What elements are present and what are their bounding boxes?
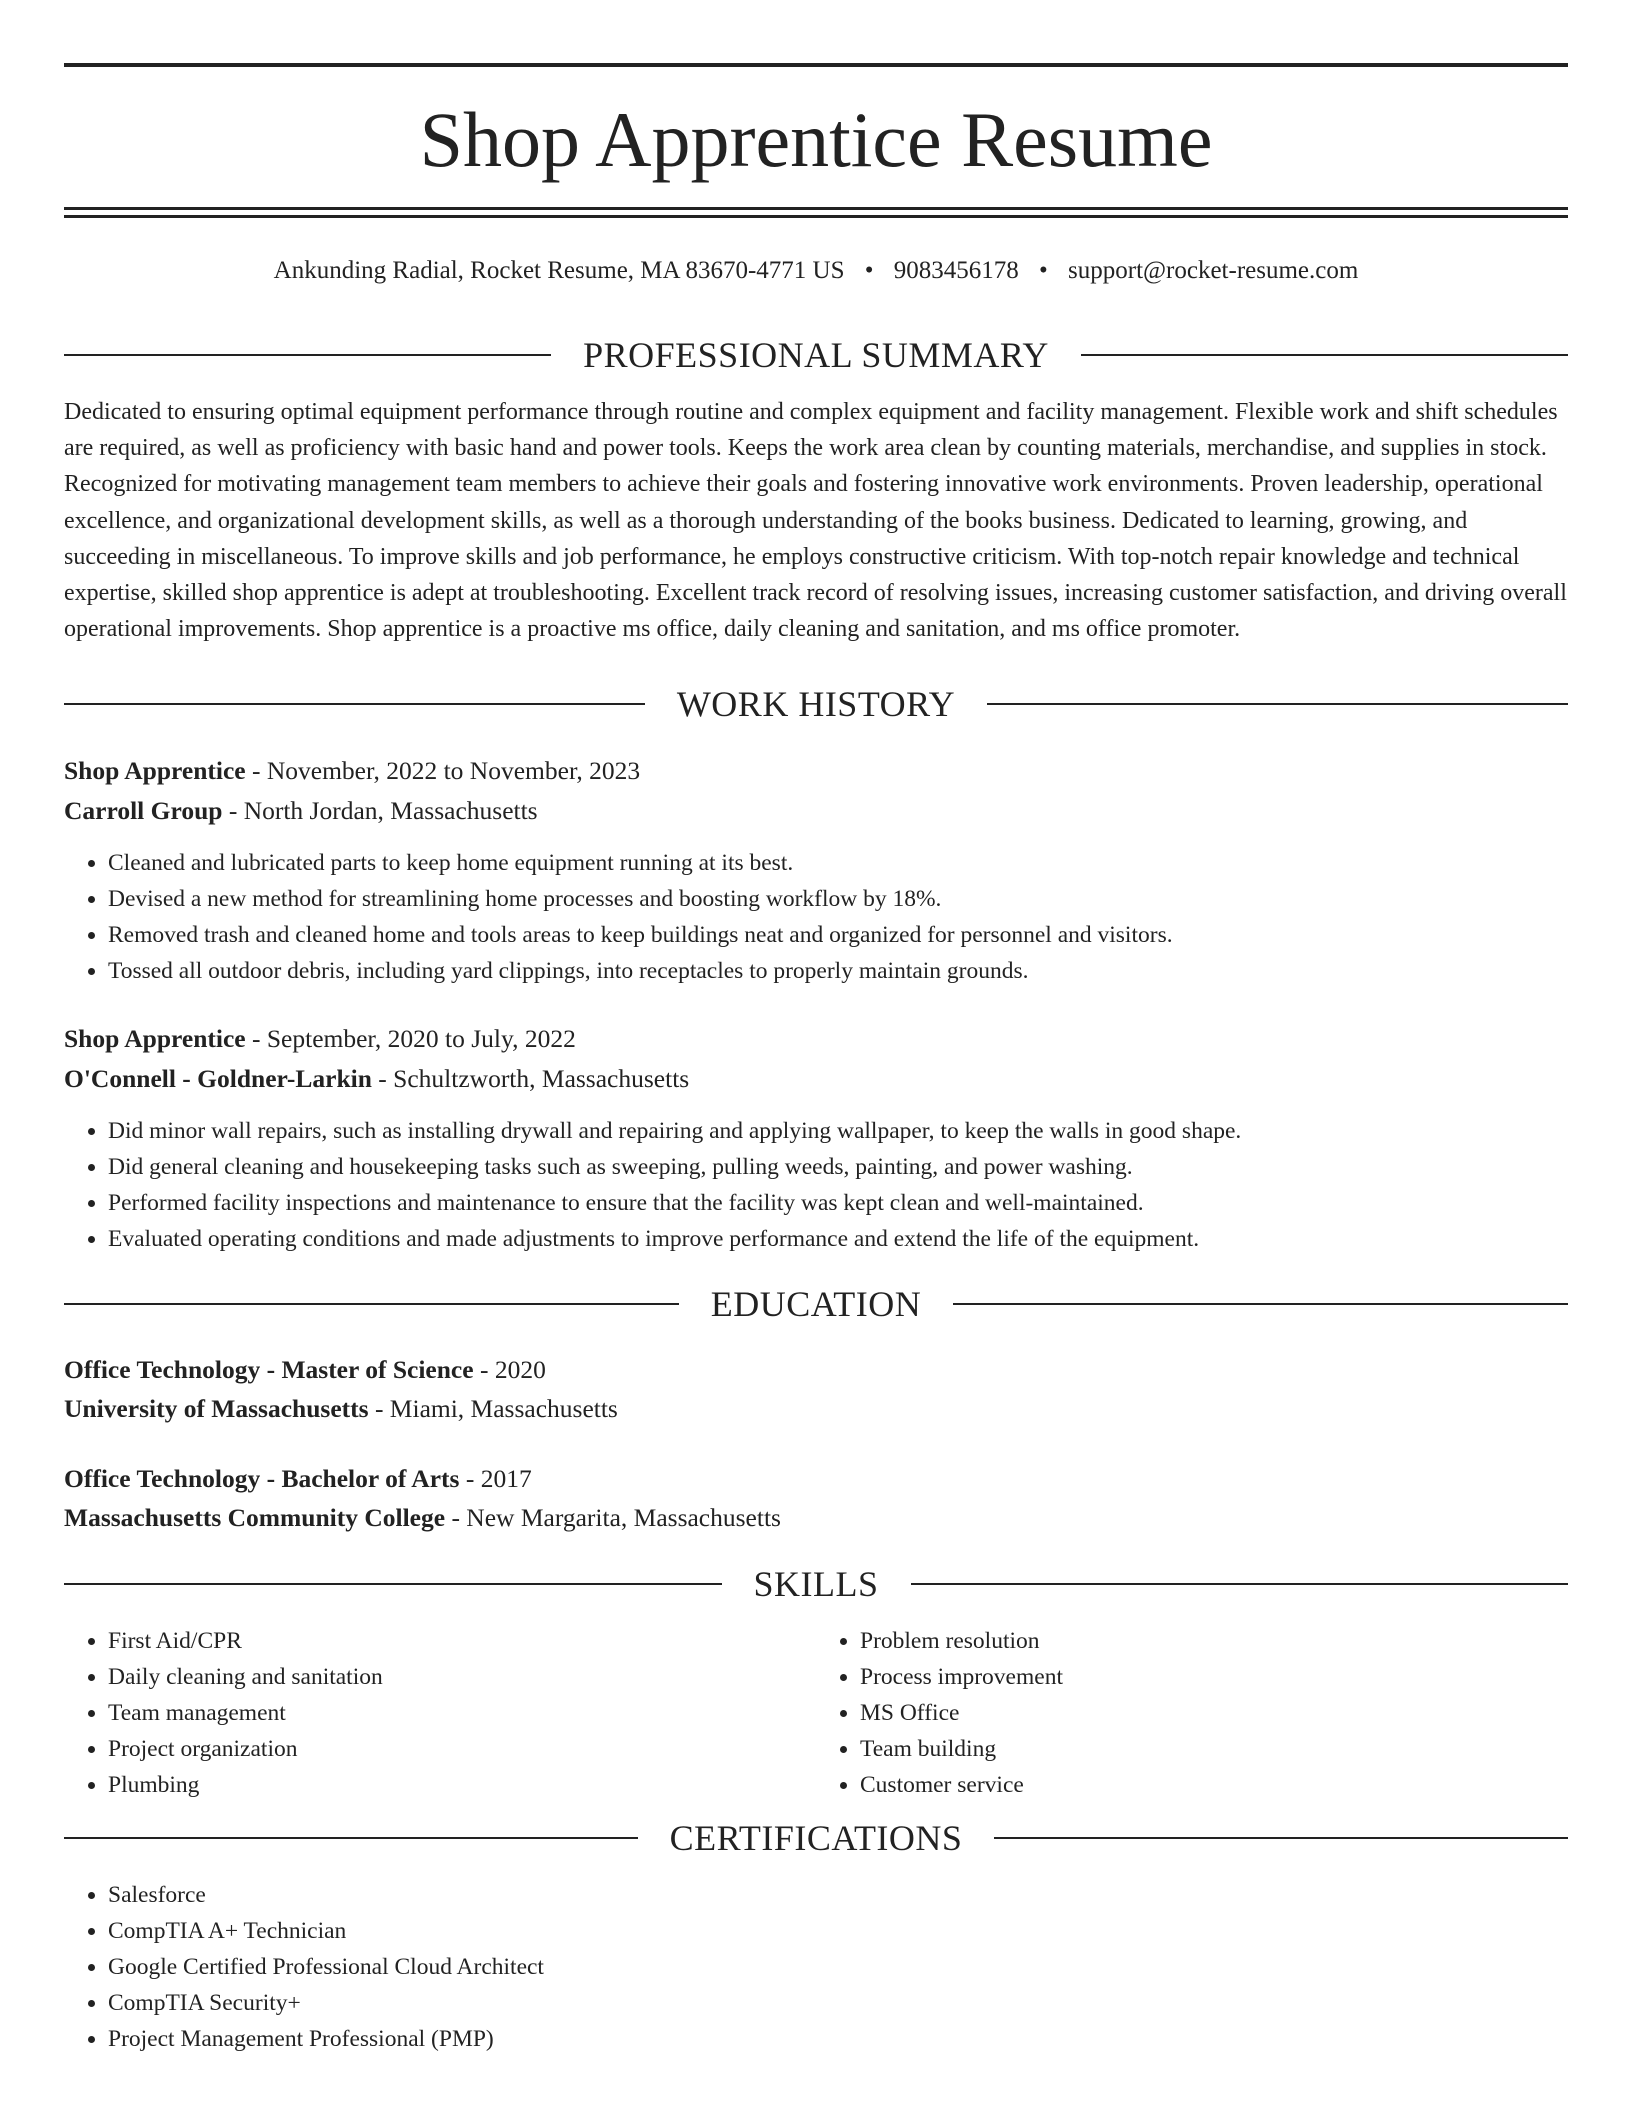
job-title-line (64, 751, 1568, 791)
education-entry (64, 1351, 1568, 1428)
job-company-line (64, 791, 1568, 831)
section-header-certifications (64, 1803, 1568, 1873)
section-title: SKILLS (753, 1564, 879, 1605)
education-year: - 2017 (459, 1464, 532, 1494)
job-title-line (64, 1019, 1568, 1059)
list-item: • CompTIA Security+ (108, 1985, 1568, 2021)
divider (987, 703, 1568, 705)
list-item: • Devised a new method for streamlining home processes and boosting workflow by 18%. (108, 881, 1568, 917)
education-school: Massachusetts Community College (64, 1502, 446, 1532)
contact-line (64, 253, 1568, 289)
title-rule-upper (64, 207, 1568, 210)
section-header-summary (64, 320, 1568, 390)
list-item: • Removed trash and cleaned home and tools areas to keep buildings neat and organized for personnel and visitors. (108, 917, 1568, 953)
divider (1081, 354, 1568, 356)
job-dates: - November, 2022 to November, 2023 (245, 756, 641, 786)
list-item: • Salesforce (108, 1877, 1568, 1913)
resume-title: Shop Apprentice Resume (419, 96, 1213, 183)
divider (994, 1837, 1568, 1839)
divider (64, 354, 551, 356)
list-item: • MS Office (860, 1695, 1568, 1731)
list-item: • Evaluated operating conditions and made adjustments to improve performance and extend the life of the equipment. (108, 1221, 1568, 1257)
education-year: - 2020 (473, 1355, 546, 1385)
section-header-education (64, 1269, 1568, 1339)
section-header-skills (64, 1549, 1568, 1619)
skills-column-left (64, 1623, 816, 1803)
section-title: WORK HISTORY (676, 684, 956, 725)
contact-separator: • (864, 257, 874, 284)
job-bullets (64, 845, 1568, 989)
list-item: • Project organization (108, 1731, 816, 1767)
summary-text: Dedicated to ensuring optimal equipment performance through routine and complex equipment and facility management. Flexible work and shift schedules are required, as well as proficiency with basic hand and power tools. Keeps the work area clean by counting materials, merchandise, and supplies in stock. Recognized for motivating management team members to achieve their goals and fostering innovative work environments. Proven leadership, operational excellence, and organizational development skills, as well as a thorough understanding of the books business. Dedicated to learning, growing, and succeeding in miscellaneous. To improve skills and job performance, he employs constructive criticism. With top-notch repair knowledge and technical expertise, skilled shop apprentice is adept at troubleshooting. Excellent track record of resolving issues, increasing customer satisfaction, and driving overall operational improvements. Shop apprentice is a proactive ms office, daily cleaning and sanitation, and ms office promoter. (64, 399, 1567, 643)
divider (953, 1303, 1568, 1305)
education-location: - New Margarita, Massachusetts (445, 1502, 781, 1532)
section-title: CERTIFICATIONS (669, 1818, 963, 1859)
list-item: • Performed facility inspections and maintenance to ensure that the facility was kept clean and well-maintained. (108, 1185, 1568, 1221)
list-item: • Tossed all outdoor debris, including yard clippings, into receptacles to properly maintain grounds. (108, 953, 1568, 989)
education-entry (64, 1460, 1568, 1537)
job-dates: - September, 2020 to July, 2022 (245, 1024, 576, 1054)
list-item: • Customer service (860, 1767, 1568, 1803)
skills-column-right (816, 1623, 1568, 1803)
job-entry (64, 751, 1568, 989)
list-item: • Daily cleaning and sanitation (108, 1659, 816, 1695)
list-item: • Problem resolution (860, 1623, 1568, 1659)
list-item: • Did minor wall repairs, such as installing drywall and repairing and applying wallpaper, to keep the walls in good shape. (108, 1113, 1568, 1149)
job-company: O'Connell - Goldner-Larkin (64, 1064, 372, 1094)
job-entry (64, 1019, 1568, 1257)
job-title: Shop Apprentice (64, 756, 246, 786)
education-school-line (64, 1390, 1568, 1429)
section-title: EDUCATION (710, 1284, 922, 1325)
contact-email: support@rocket-resume.com (1068, 257, 1359, 284)
contact-phone: 9083456178 (893, 257, 1019, 284)
divider (911, 1583, 1569, 1585)
education-degree: Office Technology - Master of Science (64, 1355, 474, 1385)
job-company: Carroll Group (64, 796, 223, 826)
divider (64, 1583, 722, 1585)
list-item: • Team building (860, 1731, 1568, 1767)
resume-content (64, 320, 1568, 2057)
top-rule (64, 63, 1568, 67)
list-item: • Cleaned and lubricated parts to keep home equipment running at its best. (108, 845, 1568, 881)
section-title: PROFESSIONAL SUMMARY (583, 335, 1049, 375)
divider (64, 703, 645, 705)
education-school-line (64, 1499, 1568, 1538)
list-item: • First Aid/CPR (108, 1623, 816, 1659)
skills-grid (64, 1623, 1568, 1803)
section-header-work (64, 669, 1568, 739)
education-degree: Office Technology - Bachelor of Arts (64, 1464, 460, 1494)
list-item: • Project Management Professional (PMP) (108, 2021, 1568, 2057)
job-company-line (64, 1059, 1568, 1099)
education-location: - Miami, Massachusetts (368, 1393, 618, 1423)
divider (64, 1303, 679, 1305)
job-location: - North Jordan, Massachusetts (222, 796, 538, 826)
education-degree-line (64, 1351, 1568, 1390)
title-rule-lower (64, 215, 1568, 218)
contact-address: Ankunding Radial, Rocket Resume, MA 83670-4771 US (273, 257, 845, 284)
list-item: • Process improvement (860, 1659, 1568, 1695)
list-item: • CompTIA A+ Technician (108, 1913, 1568, 1949)
list-item: • Did general cleaning and housekeeping tasks such as sweeping, pulling weeds, painting, and power washing. (108, 1149, 1568, 1185)
list-item: • Team management (108, 1695, 816, 1731)
divider (64, 1837, 638, 1839)
list-item: • Plumbing (108, 1767, 816, 1803)
certifications-list (64, 1877, 1568, 2057)
education-degree-line (64, 1460, 1568, 1499)
job-bullets (64, 1113, 1568, 1257)
contact-separator: • (1039, 257, 1048, 284)
job-title: Shop Apprentice (64, 1024, 246, 1054)
job-location: - Schultzworth, Massachusetts (371, 1064, 690, 1094)
list-item: • Google Certified Professional Cloud Architect (108, 1949, 1568, 1985)
education-school: University of Massachusetts (64, 1393, 369, 1423)
